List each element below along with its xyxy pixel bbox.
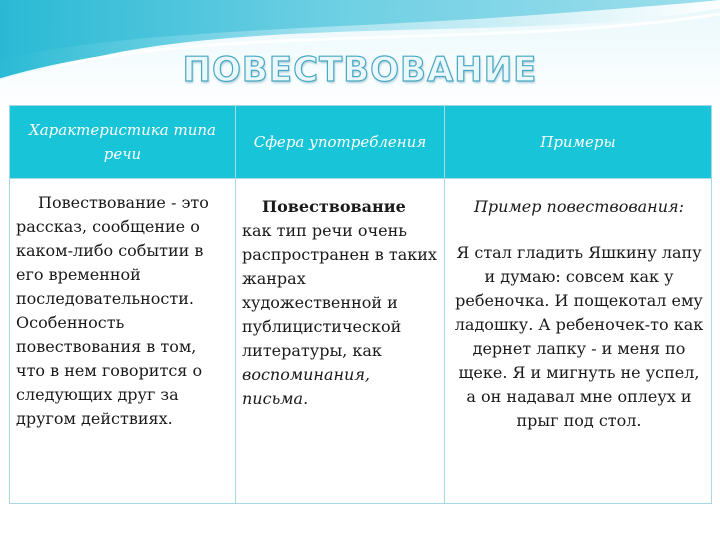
term-narration: Повествование	[38, 193, 166, 212]
genre-examples: воспоминания, письма.	[242, 365, 371, 408]
table-header-row	[10, 106, 712, 179]
cell-sphere	[236, 179, 445, 504]
header-characteristic: Характеристика типа речи	[10, 106, 236, 179]
definition-text: - это рассказ, сообщение о каком-либо событии в его временной последовательности. Особенность повествования в том, что в нем говорится о следующих друг за другом действиях.	[16, 193, 209, 428]
cell-characteristic	[10, 179, 236, 504]
header-sphere: Сфера употребления	[236, 106, 445, 179]
term-narration-2: Повествование	[262, 197, 406, 216]
page-title: ПОВЕСТВОВАНИЕ	[182, 50, 538, 90]
header-examples: Примеры	[445, 106, 712, 179]
narration-table	[9, 105, 712, 504]
cell-example	[445, 179, 712, 504]
example-text: Я стал гладить Яшкину лапу и думаю: совсем как у ребеночка. И пощекотал ему ладошку. А ребеночек-то как дернет лапку - и меня по щеке. Я и мигнуть не успел, а он надавал мне оплеух и прыг под стол.	[454, 243, 704, 430]
sphere-text: как тип речи очень распространен в таких жанрах художественной и публицистической литературы, как	[242, 221, 437, 360]
table-row	[10, 179, 712, 504]
example-heading: Пример повествования:	[473, 197, 685, 216]
